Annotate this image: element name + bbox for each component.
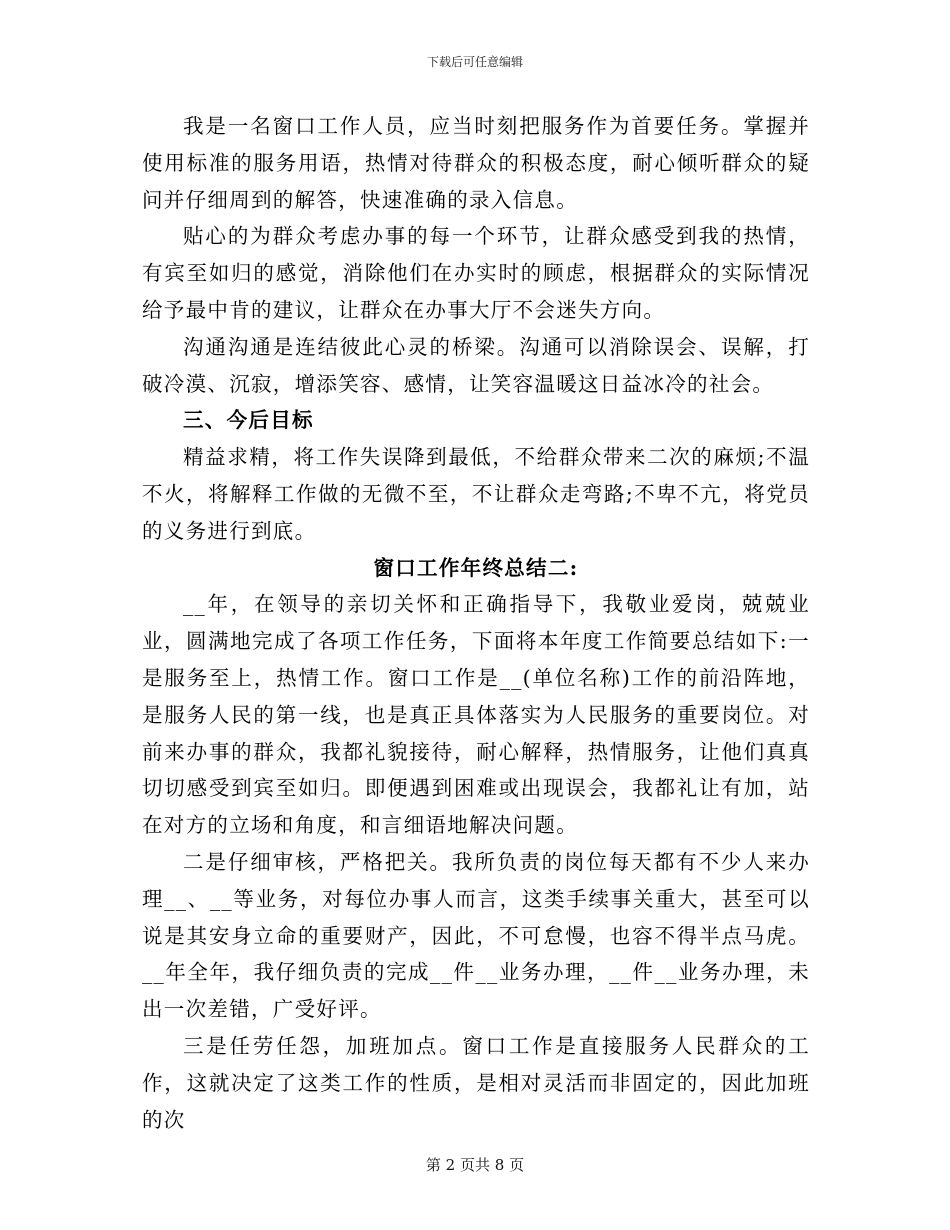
paragraph-service-first: 我是一名窗口工作人员，应当时刻把服务作为首要任务。掌握并使用标准的服务用语，热情对待群众的积极态度，耐心倾听群众的疑问并仔细周到的解答，快速准确的录入信息。 — [142, 114, 810, 212]
paragraph-year-summary: __年，在领导的亲切关怀和正确指导下，我敬业爱岗，兢兢业业，圆满地完成了各项工作任务，下面将本年度工作简要总结如下:一是服务至上，热情工作。窗口工作是__(单位名称)工作的前沿阵地，是服务人民的第一线，也是真正具体落实为人民服务的重要岗位。对前来办事的群众，我都礼貌接待，耐心解释，热情服务，让他们真真切切感受到宾至如归。即便遇到困难或出现误会，我都礼让有加，站在对方的立场和角度，和言细语地解决问题。 — [142, 592, 810, 838]
section-heading-future-goals: 三、今后目标 — [183, 408, 314, 433]
paragraph-careful-review: 二是仔细审核，严格把关。我所负责的岗位每天都有不少人来办理__、__等业务，对每位办事人而言，这类手续事关重大，甚至可以说是其安身立命的重要财产，因此，不可怠慢，也容不得半点马虎。__年全年，我仔细负责的完成__件__业务办理，__件__业务办理，未出一次差错，广受好评。 — [142, 849, 810, 1022]
document-body — [142, 108, 810, 1138]
paragraph-goals: 精益求精，将工作失误降到最低，不给群众带来二次的麻烦;不温不火，将解释工作做的无微不至，不让群众走弯路;不卑不亢，将党员的义务进行到底。 — [142, 445, 810, 543]
summary-two-title: 窗口工作年终总结二: — [373, 555, 579, 580]
page-header-note: 下载后可任意编辑 — [426, 55, 523, 69]
paragraph-considerate: 贴心的为群众考虑办事的每一个环节，让群众感受到我的热情，有宾至如归的感觉，消除他们在办实时的顾虑，根据群众的实际情况给予最中肯的建议，让群众在办事大厅不会迷失方向。 — [142, 224, 810, 322]
paragraph-communication: 沟通沟通是连结彼此心灵的桥梁。沟通可以消除误会、误解，打破冷漠、沉寂，增添笑容、感情，让笑容温暖这日益冰冷的社会。 — [142, 334, 810, 396]
page-number-footer: 第 2 页共 8 页 — [425, 1156, 525, 1174]
paragraph-overtime: 三是任劳任怨，加班加点。窗口工作是直接服务人民群众的工作，这就决定了这类工作的性质，是相对灵活而非固定的，因此加班的次 — [142, 1033, 810, 1132]
